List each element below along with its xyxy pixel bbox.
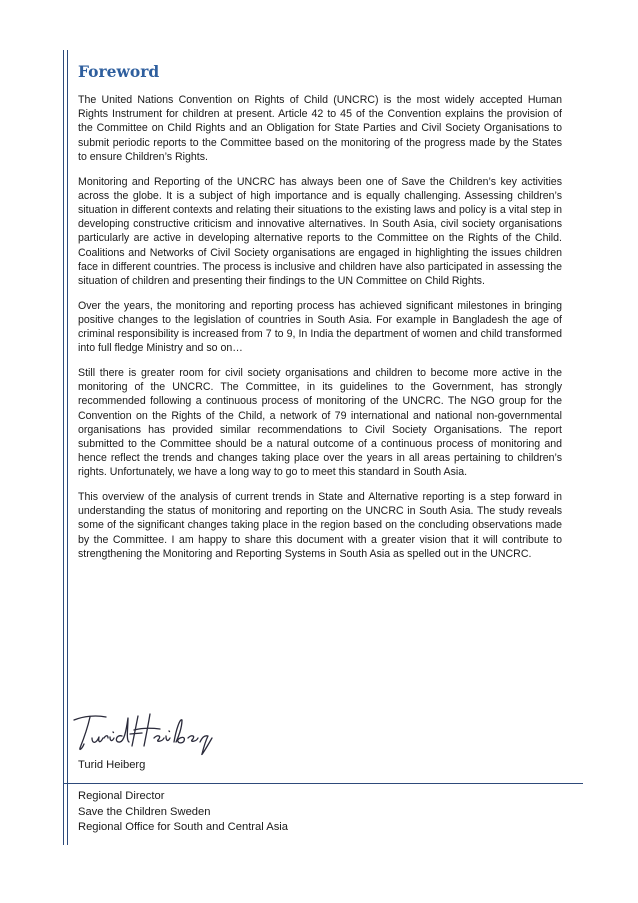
signature-image	[70, 708, 220, 756]
footer-separator-rule	[63, 783, 583, 784]
organisation-name: Save the Children Sweden	[78, 805, 211, 818]
office-name: Regional Office for South and Central Asia	[78, 821, 288, 833]
signer-details	[78, 789, 288, 836]
handwritten-signature	[70, 708, 220, 756]
page-title: Foreword	[78, 62, 160, 81]
paragraph-2: Monitoring and Reporting of the UNCRC has always been one of Save the Children’s key activities across the globe. It is a subject of high importance and is equally challenging. Assessing children’s situation in different contexts and relating their situations to the existing laws and policy is a vital step in developing constructive criticism and innovative alternatives. In South Asia, civil society organisations particularly are active in developing alternative reports to the Committee on the Rights of the Child. Coalitions and Networks of Civil Society organisations are engaged in highlighting the issues children face in different countries. The process is inclusive and children have also participated in assessing the situation of children and presenting their findings to the UN Committee on Child Rights.	[78, 175, 562, 287]
footer-margin-rule-inner	[67, 785, 68, 845]
paragraph-5: This overview of the analysis of current trends in State and Alternative reporting is a step forward in understanding the status of monitoring and reporting on the UNCRC in South Asia. The study reveals some of the significant changes taking place in the region based on the concluding observations made by the Committee. I am happy to share this document with a greater vision that it will contribute to strengthening the Monitoring and Reporting Systems in South Asia as spelled out in the UNCRC.	[78, 491, 562, 560]
paragraph-1: The United Nations Convention on Rights of Child (UNCRC) is the most widely accepted Human Rights Instrument for children at present. Article 42 to 45 of the Convention explains the provision of the Committee on Child Rights and an Obligation for State Parties and Civil Society Organisations to submit periodic reports to the Committee based on the monitoring of the progress made by the States to ensure Children’s Rights.	[78, 94, 562, 163]
footer-margin-rule	[63, 785, 64, 845]
paragraph-3: Over the years, the monitoring and reporting process has achieved significant milestones in bringing positive changes to the legislation of countries in South Asia. For example in Bangladesh the age of criminal responsibility is increased from 7 to 9, In India the department of women and child transformed into full fledge Ministry and so on…	[78, 299, 562, 355]
paragraph-4: Still there is greater room for civil society organisations and children to become more active in the monitoring of the UNCRC. The Committee, in its guidelines to the Government, has strongly recommended following a continuous process of monitoring of the UNCRC. The NGO group for the Convention on the Rights of the Child, a network of 79 international and national non-governmental organisations has provided similar recommendations to Civil Society Organisations. The report submitted to the Committee should be a natural outcome of a continuous process of monitoring and hence reflect the trends and changes taking place over the years in all areas pertaining to children’s rights. Unfortunately, we have a long way to go to meet this standard in South Asia.	[78, 366, 562, 479]
left-margin-rule	[63, 50, 64, 785]
left-margin-rule-inner	[67, 50, 68, 785]
signer-name: Turid Heiberg	[78, 759, 146, 771]
signer-title: Regional Director	[78, 790, 165, 802]
foreword-body	[78, 62, 562, 572]
